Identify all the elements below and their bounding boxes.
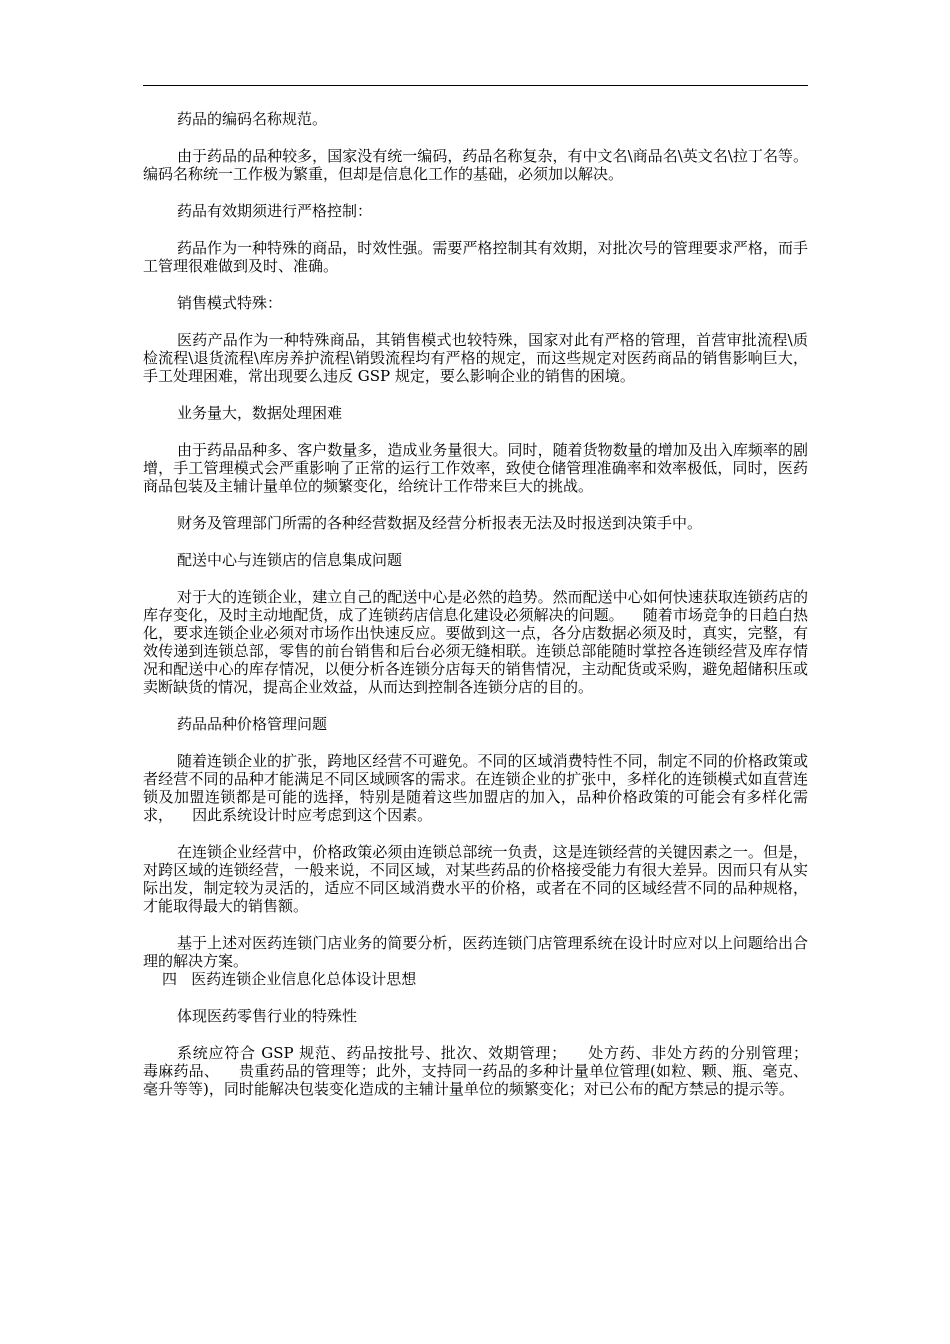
section-heading-4: 四 医药连锁企业信息化总体设计思想 xyxy=(162,970,417,988)
paragraph-retail-specificity: 系统应符合 GSP 规范、药品按批号、批次、效期管理； 处方药、非处方药的分别管理； 毒麻药品、 贵重药品的管理等；此外，支持同一药品的多种计量单位管理(如粒、颗、瓶、毫克、毫升等等)，同时能解决包装变化造成的主辅计量单位的频繁变化；对已公布的配方禁忌的提示等。 xyxy=(143,1044,828,1098)
paragraph-sales-mode: 医药产品作为一种特殊商品，其销售模式也较特殊，国家对此有严格的管理，首营审批流程\质检流程\退货流程\库房养护流程\销毁流程均有严格的规定，而这些规定对医药商品的销售影响巨大，手工处理困难，常出现要么违反 GSP 规定，要么影响企业的销售的困境。 xyxy=(143,331,808,385)
heading-distribution-integration: 配送中心与连锁店的信息集成问题 xyxy=(177,551,403,569)
paragraph-price-management-1: 随着连锁企业的扩张，跨地区经营不可避免。不同的区域消费特性不同，制定不同的价格政策或者经营不同的品种才能满足不同区域顾客的需求。在连锁企业的扩张中，多样化的连锁模式如直营连锁及加盟连锁都是可能的选择，特别是随着这些加盟店的加入，品种价格政策的可能会有多样化需求， 因此系统设计时应考虑到这个因素。 xyxy=(143,752,808,824)
paragraph-summary: 基于上述对医药连锁门店业务的简要分析，医药连锁门店管理系统在设计时应对以上问题给出合理的解决方案。 xyxy=(143,934,808,970)
document-body xyxy=(143,110,828,1117)
heading-business-volume: 业务量大，数据处理困难 xyxy=(177,404,343,422)
heading-price-management: 药品品种价格管理问题 xyxy=(177,715,328,733)
paragraph-business-volume: 由于药品品种多、客户数量多，造成业务量很大。同时，随着货物数量的增加及出入库频率的剧增，手工管理模式会严重影响了正常的运行工作效率，致使仓储管理准确率和效率极低，同时，医药商品包装及主辅计量单位的频繁变化，给统计工作带来巨大的挑战。 xyxy=(143,441,808,495)
paragraph-drug-coding: 由于药品的品种较多，国家没有统一编码，药品名称复杂，有中文名\商品名\英文名\拉丁名等。编码名称统一工作极为繁重，但却是信息化工作的基础，必须加以解决。 xyxy=(143,147,808,183)
header-rule xyxy=(143,85,808,86)
heading-drug-coding: 药品的编码名称规范。 xyxy=(177,110,328,128)
paragraph-price-management-2: 在连锁企业经营中，价格政策必须由连锁总部统一负责，这是连锁经营的关键因素之一。但是，对跨区域的连锁经营，一般来说，不同区域，对某些药品的价格接受能力有很大差异。因而只有从实际出发，制定较为灵活的，适应不同区域消费水平的价格，或者在不同的区域经营不同的品种规格，才能取得最大的销售额。 xyxy=(143,843,808,915)
heading-sales-mode: 销售模式特殊： xyxy=(177,294,283,312)
paragraph-distribution-integration: 对于大的连锁企业，建立自己的配送中心是必然的趋势。然而配送中心如何快速获取连锁药店的库存变化，及时主动地配货，成了连锁药店信息化建设必须解决的问题。 随着市场竞争的日趋白热化，要求连锁企业必须对市场作出快速反应。要做到这一点，各分店数据必须及时，真实，完整，有效传递到连锁总部，零售的前台销售和后台必须无缝相联。连锁总部能随时掌控各连锁经营及库存情况和配送中心的库存情况，以便分析各连锁分店每天的销售情况，主动配货或采购，避免超储积压或卖断缺货的情况，提高企业效益，从而达到控制各连锁分店的目的。 xyxy=(143,588,808,696)
paragraph-finance-reports: 财务及管理部门所需的各种经营数据及经营分析报表无法及时报送到决策手中。 xyxy=(177,514,703,532)
heading-retail-specificity: 体现医药零售行业的特殊性 xyxy=(177,1007,358,1025)
heading-expiry-control: 药品有效期须进行严格控制： xyxy=(177,202,373,220)
paragraph-expiry-control: 药品作为一种特殊的商品，时效性强。需要严格控制其有效期，对批次号的管理要求严格，而手工管理很难做到及时、准确。 xyxy=(143,239,808,275)
